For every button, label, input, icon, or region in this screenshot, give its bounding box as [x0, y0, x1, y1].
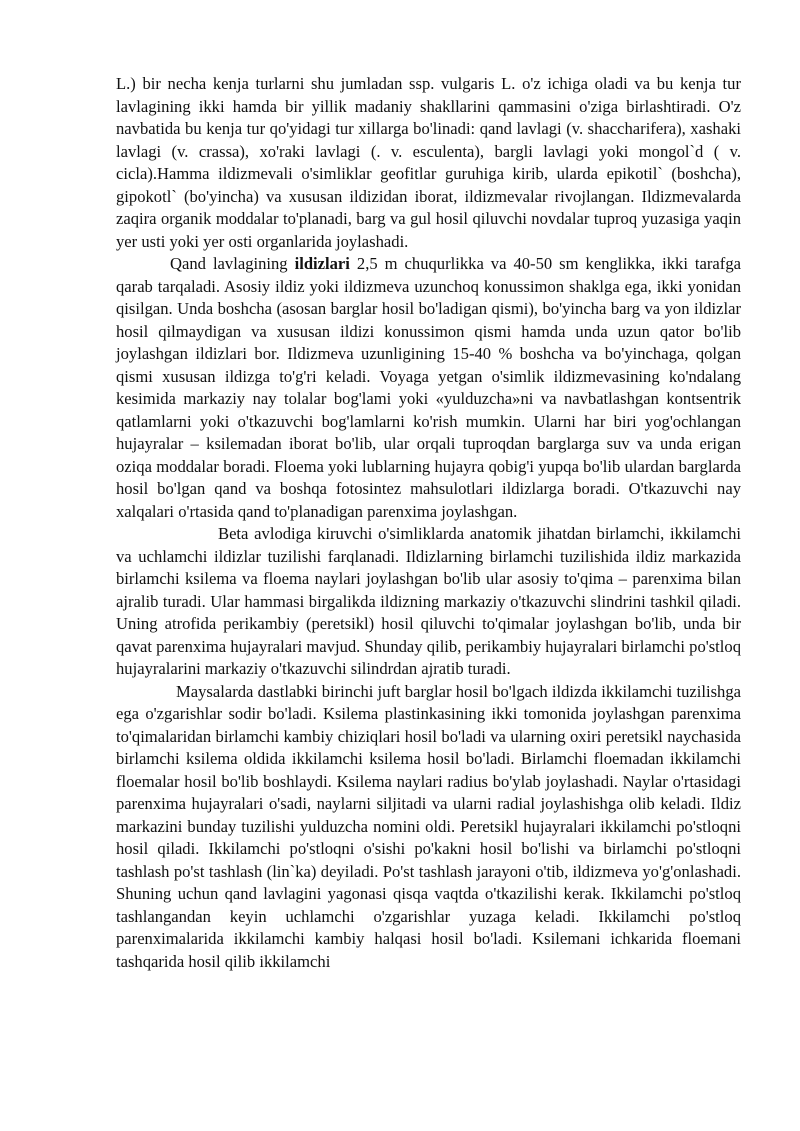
paragraph-roots-start: Qand lavlagining — [170, 254, 295, 273]
paragraph-roots — [116, 253, 741, 523]
paragraph-roots-rest: 2,5 m chuqurlikka va 40-50 sm kenglikka, ikki tarafga qarab tarqaladi. Asosiy ildiz yoki ildizmeva uzunchoq konussimon shaklga ega, ikki yonidan qisilgan. Unda boshcha (asosan barglar hosil bo'ladigan qismi), bo'yincha barg va yon ildizlar hosil qilmaydigan va xususan ildizi konussimon qismi hamda unda uzun qator bo'lib joylashgan ildizlari bor. Ildizmeva uzunligining 15-40 % boshcha va bo'yinchaga, qolgan qismi xususan ildizga to'g'ri keladi. Voyaga yetgan o'simlik ildizmevasining ko'ndalang kesimida markaziy nay tolalar bog'lami yoki «yulduzcha»ni va navbatlashgan kontsentrik qatlamlarni yoki o'tkazuvchi bog'lamlarni ko'rish mumkin. Ularni har biri yog'ochlangan hujayralar – ksilemadan iborat bo'lib, ular orqali tuproqdan barglarga suv va unda erigan oziqa moddalar boradi. Floema yoki lublarning hujayra qobig'i yupqa bo'lib ulardan barglarda hosil bo'lgan qand va boshqa fotosintez mahsulotlari ildizlarga boradi. O'tkazuvchi nay xalqalari o'rtasida qand to'planadigan parenxima joylashgan. — [116, 254, 741, 521]
paragraph-anatomy: Beta avlodiga kiruvchi o'simliklarda anatomik jihatdan birlamchi, ikkilamchi va uchlamchi ildizlar tuzilishi farqlanadi. Ildizlarning birlamchi tuzilishida ildiz markazida birlamchi ksilema va floema naylari joylashgan bo'lib ular asosiy to'qima – parenxima bilan ajralib turadi. Ular hammasi birgalikda ildizning markaziy o'tkazuvchi slindrini tashkil qiladi. Uning atrofida perikambiy (peretsikl) hosil qiluvchi to'qimalar joylashgan bo'lib, unda bir qavat parenxima hujayralari mavjud. Shunday qilib, perikambiy hujayralari birlamchi po'stloq hujayralarini markaziy o'tkazuvchi silindrdan ajratib turadi. — [116, 524, 741, 678]
paragraph-secondary-structure: Maysalarda dastlabki birinchi juft barglar hosil bo'lgach ildizda ikkilamchi tuzilishga ega o'zgarishlar sodir bo'ladi. Ksilema plastinkasining ikki tomonida joylashgan parenxima to'qimalaridan birlamchi kambiy chiziqlari hosil bo'ladi va ularning oxiri peretsikl naychasida birlamchi ksilema oldida ikkilamchi ksilema hosil bo'ladi. Birlamchi floemadan ikkilamchi floemalar hosil bo'lib boshlaydi. Ksilema naylari radius bo'ylab joylashadi. Naylar o'rtasidagi parenxima hujayralari o'sadi, naylarni siljitadi va ularni radial joylashishga olib keladi. Ildiz markazini bunday tuzilishi yulduzcha nomini oldi. Peretsikl hujayralari ikkilamchi po'stloqni hosil qiladi. Ikkilamchi po'stloqni o'sishi po'kakni hosil bo'lishi va birlamchi po'stloqni tashlash po'st tashlash (lin`ka) deyiladi. Po'st tashlash jarayoni o'tib, ildizmeva yo'g'onlashadi. Shuning uchun qand lavlagini yagonasi qisqa vaqtda o'tkazilishi kerak. Ikkilamchi po'stloq tashlangandan keyin uchlamchi o'zgarishlar yuzaga keladi. Ikkilamchi po'stloq parenximalarida ikkilamchi kambiy halqasi hosil bo'ladi. Ksilemani ichkarida floemani tashqarida hosil qilib ikkilamchi — [116, 681, 741, 971]
paragraph-intro: L.) bir necha kenja turlarni shu jumladan ssp. vulgaris L. o'z ichiga oladi va bu kenja tur lavlagining ikki hamda bir yillik madaniy shakllarini qammasini o'ziga birlashtiradi. O'z navbatida bu kenja tur qo'yidagi tur xillarga bo'linadi: qand lavlagi (v. shaccharifera), xashaki lavlagi (v. crassa), xo'raki lavlagi (. v. esculenta), bargli lavlagi yoki mongol`d ( v. cicla).Hamma ildizmevali o'simliklar geofitlar guruhiga kirib, ularda epikotil` (boshcha), gipokotl` (bo'yincha) va xususan ildizidan iborat, ildizmevalar rivojlangan. Ildizmevalarda zaqira organik moddalar to'planadi, barg va gul hosil qiluvchi novdalar tuproq yuzasiga yaqin yer usti yoki yer osti organlarida joylashadi. — [116, 74, 741, 251]
paragraph-roots-bold-term: ildizlari — [294, 254, 350, 273]
document-page — [116, 73, 741, 973]
